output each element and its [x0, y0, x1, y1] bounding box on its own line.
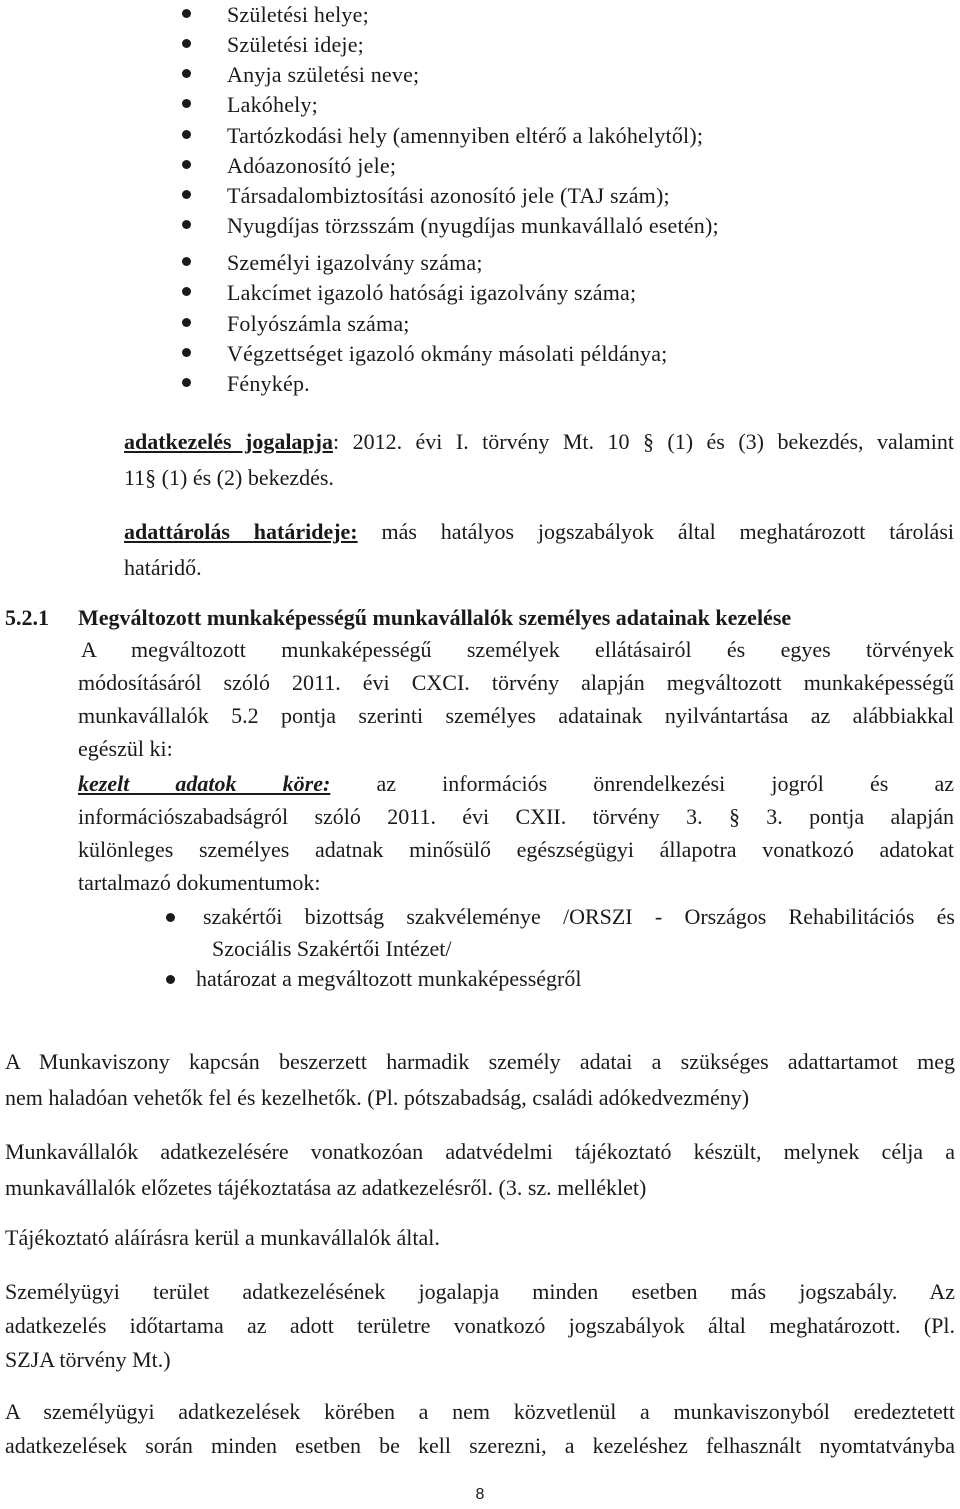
bullet-icon: [182, 130, 191, 139]
legal-basis-label: adatkezelés jogalapja: [124, 429, 333, 454]
bullet-icon: [182, 39, 191, 48]
bullet-icon: [182, 160, 191, 169]
list-item: Társadalombiztosítási azonosító jele (TAJ szám);: [0, 181, 960, 211]
legal-basis-paragraph: adatkezelés jogalapja: 2012. évi I. törvény Mt. 10 § (1) és (3) bekezdés, valamint 11§ (1) és (2) bekezdés.: [124, 429, 955, 490]
list-item: Születési ideje;: [0, 30, 960, 60]
list-item: Végzettséget igazoló okmány másolati példánya;: [0, 339, 960, 369]
bullet-icon: [182, 287, 191, 296]
section-title: Megváltozott munkaképességű munkavállalók személyes adatainak kezelése: [78, 605, 792, 630]
bullet-icon: [182, 348, 191, 357]
bullet-icon: [182, 9, 191, 18]
list-item: Folyószámla száma;: [0, 309, 960, 339]
bullet-icon: [182, 69, 191, 78]
signature-paragraph: Tájékoztató aláírásra kerül a munkavállalók által.: [5, 1225, 440, 1250]
list-item: Lakcímet igazoló hatósági igazolvány száma;: [0, 278, 960, 308]
bullet-icon: [182, 220, 191, 229]
bullet-icon: [166, 913, 175, 922]
list-item: Születési helye;: [0, 0, 960, 30]
bullet-icon: [166, 975, 175, 984]
list-item: határozat a megváltozott munkaképességről: [196, 966, 582, 991]
bullet-icon: [182, 318, 191, 327]
data-scope-paragraph: kezelt adatok köre: az információs önrendelkezési jogról és az információszabadságról szóló 2011. évi CXII. törvény 3. § 3. pontja alapján különleges személyes adatnak minősülő egészségügyi állapotra vonatkozó adatokat tartalmazó dokumentumok:: [78, 771, 954, 895]
bullet-icon: [182, 257, 191, 266]
bullet-icon: [182, 378, 191, 387]
section-number: 5.2.1: [5, 605, 49, 630]
list-item: szakértői bizottság szakvéleménye /ORSZI - Országos Rehabilitációs és Szociális Szakértői Intézet/: [203, 904, 955, 961]
list-item: Lakóhely;: [0, 90, 960, 120]
third-party-data-paragraph: A Munkaviszony kapcsán beszerzett harmadik személy adatai a szükséges adattartamot meg nem haladóan vehetők fel és kezelhetők. (Pl. pótszabadság, családi adókedvezmény): [5, 1049, 955, 1110]
bullet-icon: [182, 99, 191, 108]
list-item: Anyja születési neve;: [0, 60, 960, 90]
list-item: Személyi igazolvány száma;: [0, 248, 960, 278]
list-item: Nyugdíjas törzsszám (nyugdíjas munkavállaló esetén);: [0, 211, 960, 241]
data-scope-label: kezelt adatok köre:: [78, 771, 331, 796]
hr-processing-paragraph: A személyügyi adatkezelések körében a nem közvetlenül a munkaviszonyból eredeztetett adatkezelések során minden esetben be kell szerezni, a kezeléshez felhasznált nyomtatványba: [5, 1399, 955, 1458]
list-item: Adóazonosító jele;: [0, 151, 960, 181]
bullet-icon: [182, 190, 191, 199]
retention-label: adattárolás határideje:: [124, 519, 358, 544]
retention-paragraph: adattárolás határideje: más hatályos jogszabályok által meghatározott tárolási határidő.: [124, 519, 954, 580]
list-item: Fénykép.: [0, 369, 960, 399]
privacy-notice-paragraph: Munkavállalók adatkezelésére vonatkozóan adatvédelmi tájékoztató készült, melynek célja a munkavállalók előzetes tájékoztatása az adatkezelésről. (3. sz. melléklet): [5, 1139, 955, 1200]
list-item: Tartózkodási hely (amennyiben eltérő a lakóhelytől);: [0, 121, 960, 151]
page-number: 8: [475, 1486, 485, 1503]
hr-legal-basis-paragraph: Személyügyi terület adatkezelésének jogalapja minden esetben más jogszabály. Az adatkezelés időtartama az adott területre vonatkozó jogszabályok által meghatározott. (Pl. SZJA törvény Mt.): [5, 1279, 955, 1372]
section-intro: A megváltozott munkaképességű személyek ellátásairól és egyes törvények módosításáról szóló 2011. évi CXCI. törvény alapján megváltozott munkaképességű munkavállalók 5.2 pontja szerinti személyes adatainak nyilvántartása az alábbiakkal egészül ki:: [78, 637, 954, 761]
